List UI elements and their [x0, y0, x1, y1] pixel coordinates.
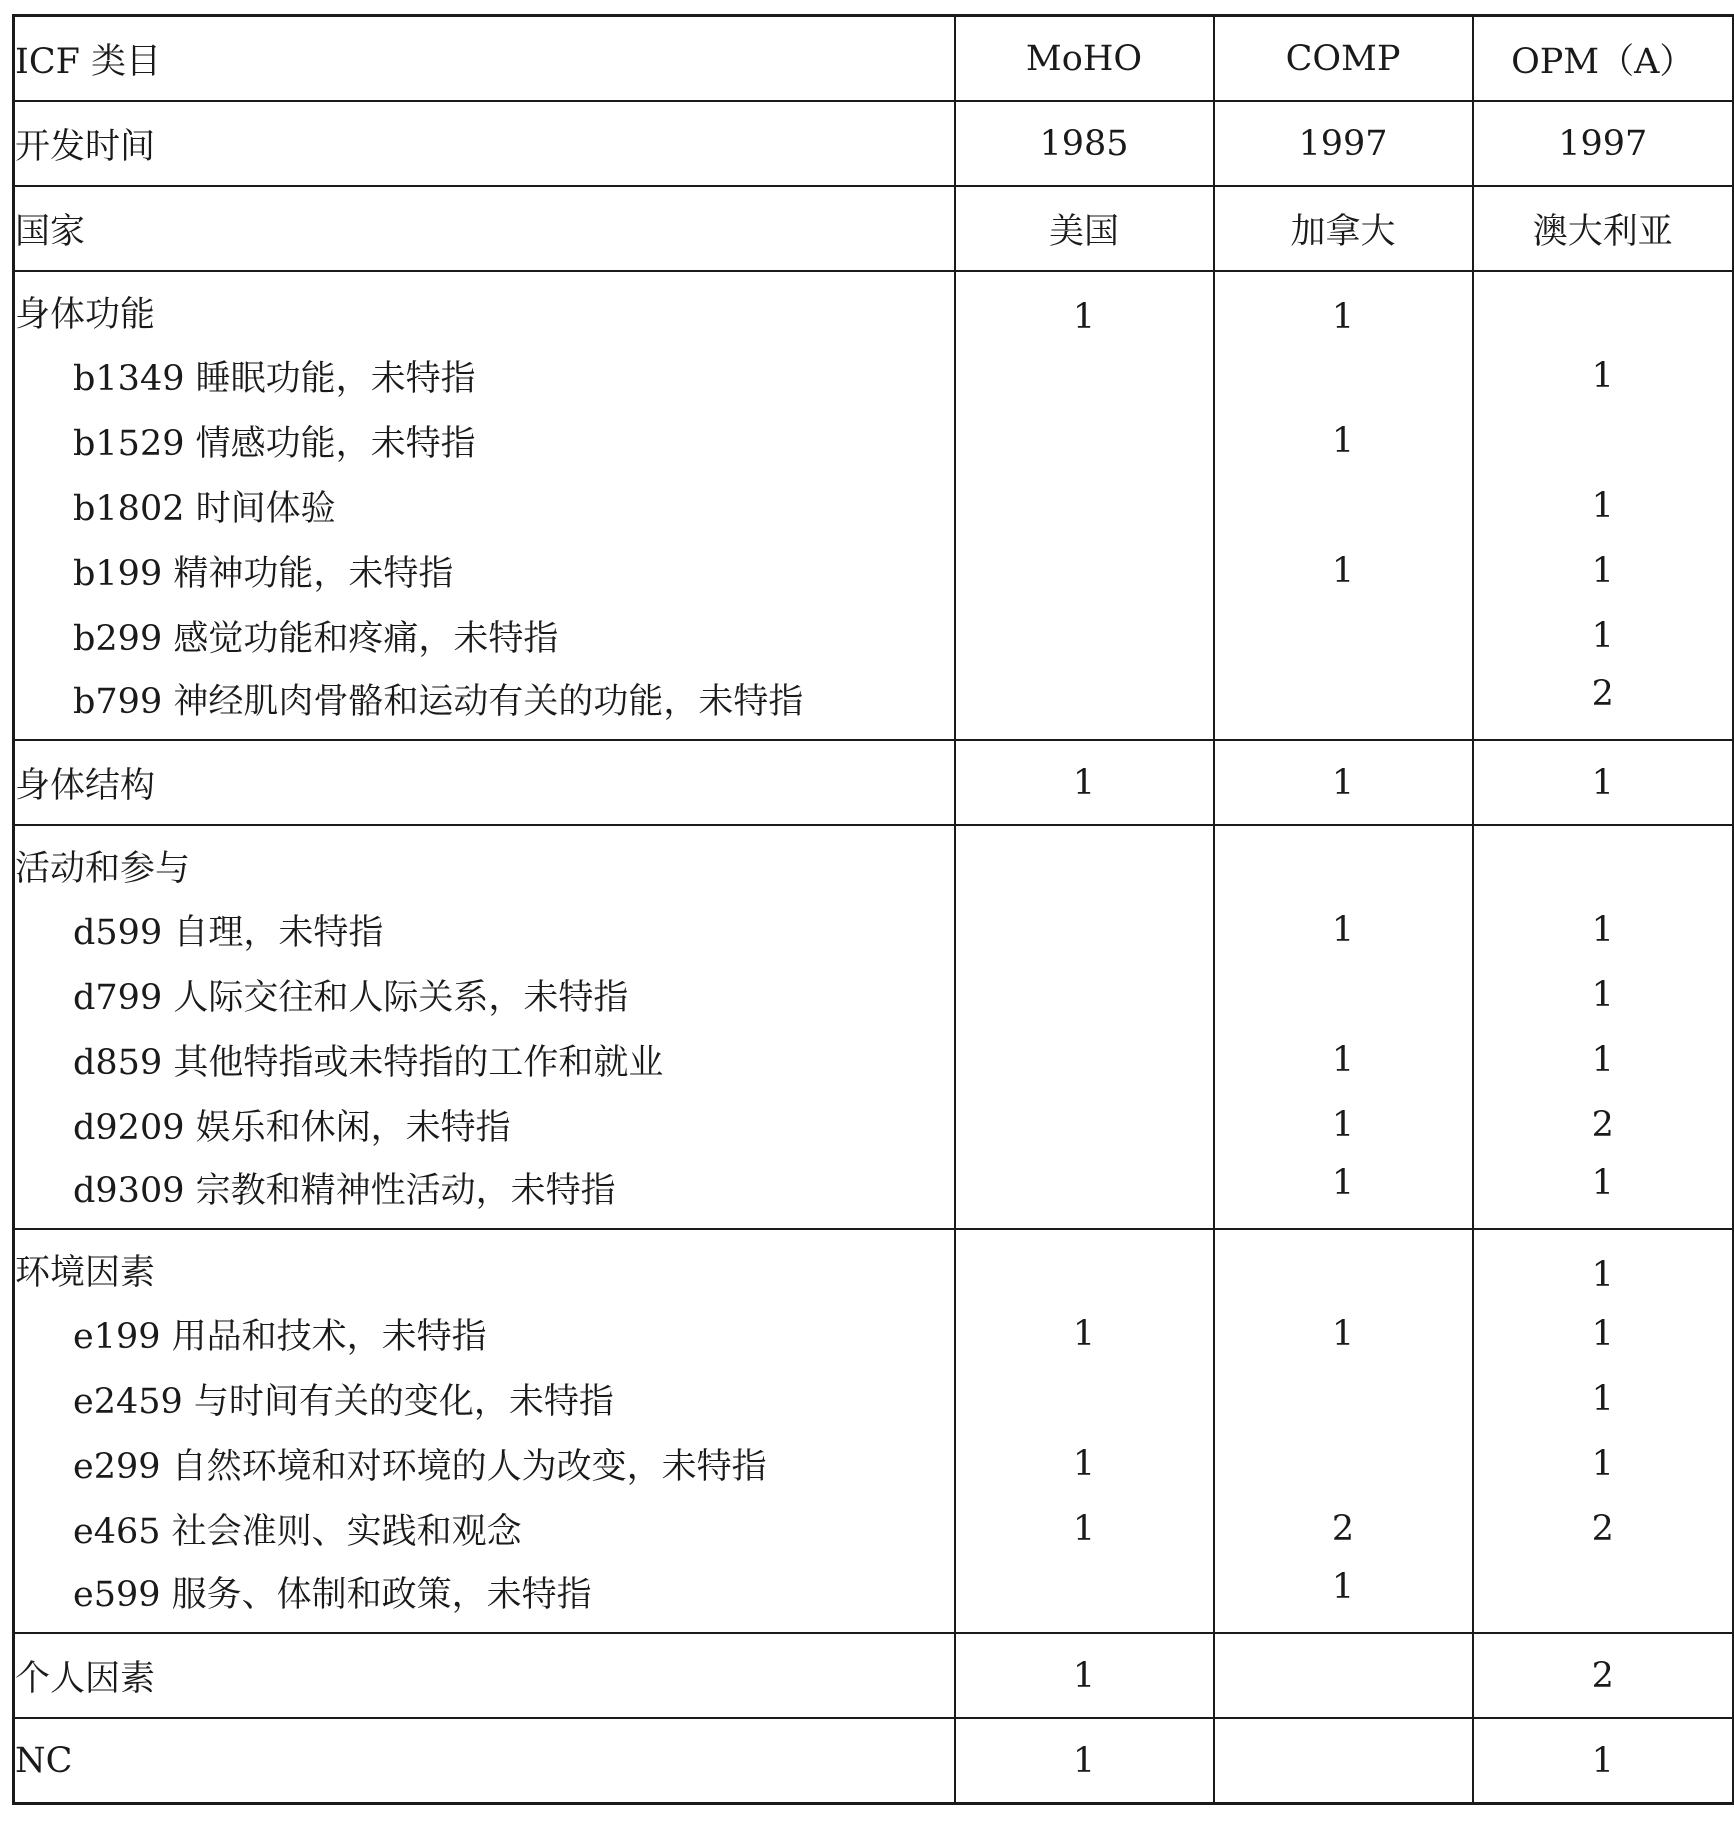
cell-moho: 1	[955, 1718, 1214, 1804]
table-row-item	[14, 343, 1734, 408]
row-label: 身体结构	[14, 740, 955, 825]
table-row-item	[14, 1366, 1734, 1431]
row-label: e599 服务、体制和政策，未特指	[14, 1561, 955, 1633]
table-row-item	[14, 1027, 1734, 1092]
cell-comp: 1	[1214, 271, 1473, 343]
cell-comp: 1	[1214, 1301, 1473, 1366]
cell-opm-a: 1	[1473, 1157, 1734, 1229]
cell-comp	[1214, 1718, 1473, 1804]
cell-opm-a	[1473, 271, 1734, 343]
row-label: d859 其他特指或未特指的工作和就业	[14, 1027, 955, 1092]
table-body	[14, 16, 1734, 1804]
table-row-item	[14, 603, 1734, 668]
cell-opm-a: 1	[1473, 1718, 1734, 1804]
table-row-item	[14, 1301, 1734, 1366]
row-label: b199 精神功能，未特指	[14, 538, 955, 603]
row-label: 环境因素	[14, 1229, 955, 1301]
icf-table-container	[12, 14, 1732, 1805]
header-comp: COMP	[1214, 16, 1473, 102]
cell-comp: 1	[1214, 740, 1473, 825]
table-header-row	[14, 16, 1734, 102]
table-row-item	[14, 1157, 1734, 1229]
row-label: 个人因素	[14, 1633, 955, 1718]
cell-moho	[955, 1561, 1214, 1633]
header-icf-category: ICF 类目	[14, 16, 955, 102]
row-label: b1349 睡眠功能，未特指	[14, 343, 955, 408]
table-row-item	[14, 1431, 1734, 1496]
cell-comp	[1214, 825, 1473, 897]
cell-comp	[1214, 473, 1473, 538]
row-label: 开发时间	[14, 101, 955, 186]
cell-opm-a: 2	[1473, 1496, 1734, 1561]
cell-moho: 1985	[955, 101, 1214, 186]
table-row-group-title	[14, 271, 1734, 343]
cell-comp	[1214, 962, 1473, 1027]
cell-moho	[955, 1229, 1214, 1301]
cell-moho	[955, 473, 1214, 538]
row-label: 身体功能	[14, 271, 955, 343]
cell-moho	[955, 962, 1214, 1027]
row-label: d9209 娱乐和休闲，未特指	[14, 1092, 955, 1157]
cell-opm-a: 1	[1473, 343, 1734, 408]
cell-opm-a	[1473, 825, 1734, 897]
cell-moho	[955, 668, 1214, 740]
table-row-item	[14, 1496, 1734, 1561]
row-label: b1802 时间体验	[14, 473, 955, 538]
table-row-item	[14, 668, 1734, 740]
cell-comp: 1	[1214, 538, 1473, 603]
cell-moho: 1	[955, 1496, 1214, 1561]
cell-moho	[955, 1157, 1214, 1229]
table-row-item	[14, 1561, 1734, 1633]
cell-opm-a: 1	[1473, 1229, 1734, 1301]
cell-opm-a: 1	[1473, 538, 1734, 603]
table-row-group-title	[14, 825, 1734, 897]
cell-moho	[955, 1092, 1214, 1157]
table-row-group-title	[14, 1229, 1734, 1301]
table-row-group	[14, 740, 1734, 825]
cell-comp	[1214, 668, 1473, 740]
table-row-group	[14, 1718, 1734, 1804]
row-label: b299 感觉功能和疼痛，未特指	[14, 603, 955, 668]
table-row-dev-year	[14, 101, 1734, 186]
cell-comp	[1214, 343, 1473, 408]
row-label: 活动和参与	[14, 825, 955, 897]
row-label: d799 人际交往和人际关系，未特指	[14, 962, 955, 1027]
cell-moho	[955, 538, 1214, 603]
table-row-item	[14, 538, 1734, 603]
header-opm-a: OPM（A）	[1473, 16, 1734, 102]
row-label: NC	[14, 1718, 955, 1804]
cell-opm-a: 1	[1473, 1431, 1734, 1496]
table-row-item	[14, 1092, 1734, 1157]
cell-comp: 1997	[1214, 101, 1473, 186]
cell-moho	[955, 1366, 1214, 1431]
cell-opm-a	[1473, 408, 1734, 473]
cell-moho	[955, 343, 1214, 408]
cell-opm-a: 澳大利亚	[1473, 186, 1734, 271]
cell-opm-a: 2	[1473, 1092, 1734, 1157]
cell-moho: 1	[955, 740, 1214, 825]
cell-opm-a: 1	[1473, 1366, 1734, 1431]
cell-opm-a: 1	[1473, 603, 1734, 668]
cell-moho: 1	[955, 1633, 1214, 1718]
cell-comp	[1214, 603, 1473, 668]
table-row-group	[14, 1633, 1734, 1718]
cell-moho	[955, 408, 1214, 473]
row-label: b1529 情感功能，未特指	[14, 408, 955, 473]
cell-moho	[955, 603, 1214, 668]
header-moho: MoHO	[955, 16, 1214, 102]
row-label: 国家	[14, 186, 955, 271]
cell-comp	[1214, 1431, 1473, 1496]
cell-opm-a	[1473, 1561, 1734, 1633]
cell-moho	[955, 897, 1214, 962]
cell-opm-a: 1	[1473, 1301, 1734, 1366]
cell-comp: 1	[1214, 1561, 1473, 1633]
cell-moho	[955, 825, 1214, 897]
row-label: e465 社会准则、实践和观念	[14, 1496, 955, 1561]
row-label: e199 用品和技术，未特指	[14, 1301, 955, 1366]
row-label: e2459 与时间有关的变化，未特指	[14, 1366, 955, 1431]
row-label: e299 自然环境和对环境的人为改变，未特指	[14, 1431, 955, 1496]
cell-opm-a: 1	[1473, 740, 1734, 825]
cell-opm-a: 1	[1473, 962, 1734, 1027]
cell-opm-a: 1	[1473, 473, 1734, 538]
cell-comp	[1214, 1366, 1473, 1431]
row-label: d9309 宗教和精神性活动，未特指	[14, 1157, 955, 1229]
table-row-country	[14, 186, 1734, 271]
row-label: d599 自理，未特指	[14, 897, 955, 962]
cell-comp: 1	[1214, 1157, 1473, 1229]
cell-comp: 1	[1214, 897, 1473, 962]
cell-moho: 1	[955, 271, 1214, 343]
icf-comparison-table	[12, 14, 1734, 1805]
table-row-item	[14, 473, 1734, 538]
row-label: b799 神经肌肉骨骼和运动有关的功能，未特指	[14, 668, 955, 740]
cell-comp: 1	[1214, 1092, 1473, 1157]
cell-opm-a: 1997	[1473, 101, 1734, 186]
cell-opm-a: 1	[1473, 897, 1734, 962]
cell-opm-a: 1	[1473, 1027, 1734, 1092]
cell-opm-a: 2	[1473, 668, 1734, 740]
cell-comp: 1	[1214, 408, 1473, 473]
cell-opm-a: 2	[1473, 1633, 1734, 1718]
cell-moho: 1	[955, 1301, 1214, 1366]
table-row-item	[14, 408, 1734, 473]
cell-moho: 1	[955, 1431, 1214, 1496]
cell-comp	[1214, 1633, 1473, 1718]
cell-moho	[955, 1027, 1214, 1092]
table-row-item	[14, 897, 1734, 962]
cell-comp	[1214, 1229, 1473, 1301]
cell-comp: 2	[1214, 1496, 1473, 1561]
table-row-item	[14, 962, 1734, 1027]
cell-moho: 美国	[955, 186, 1214, 271]
cell-comp: 加拿大	[1214, 186, 1473, 271]
cell-comp: 1	[1214, 1027, 1473, 1092]
